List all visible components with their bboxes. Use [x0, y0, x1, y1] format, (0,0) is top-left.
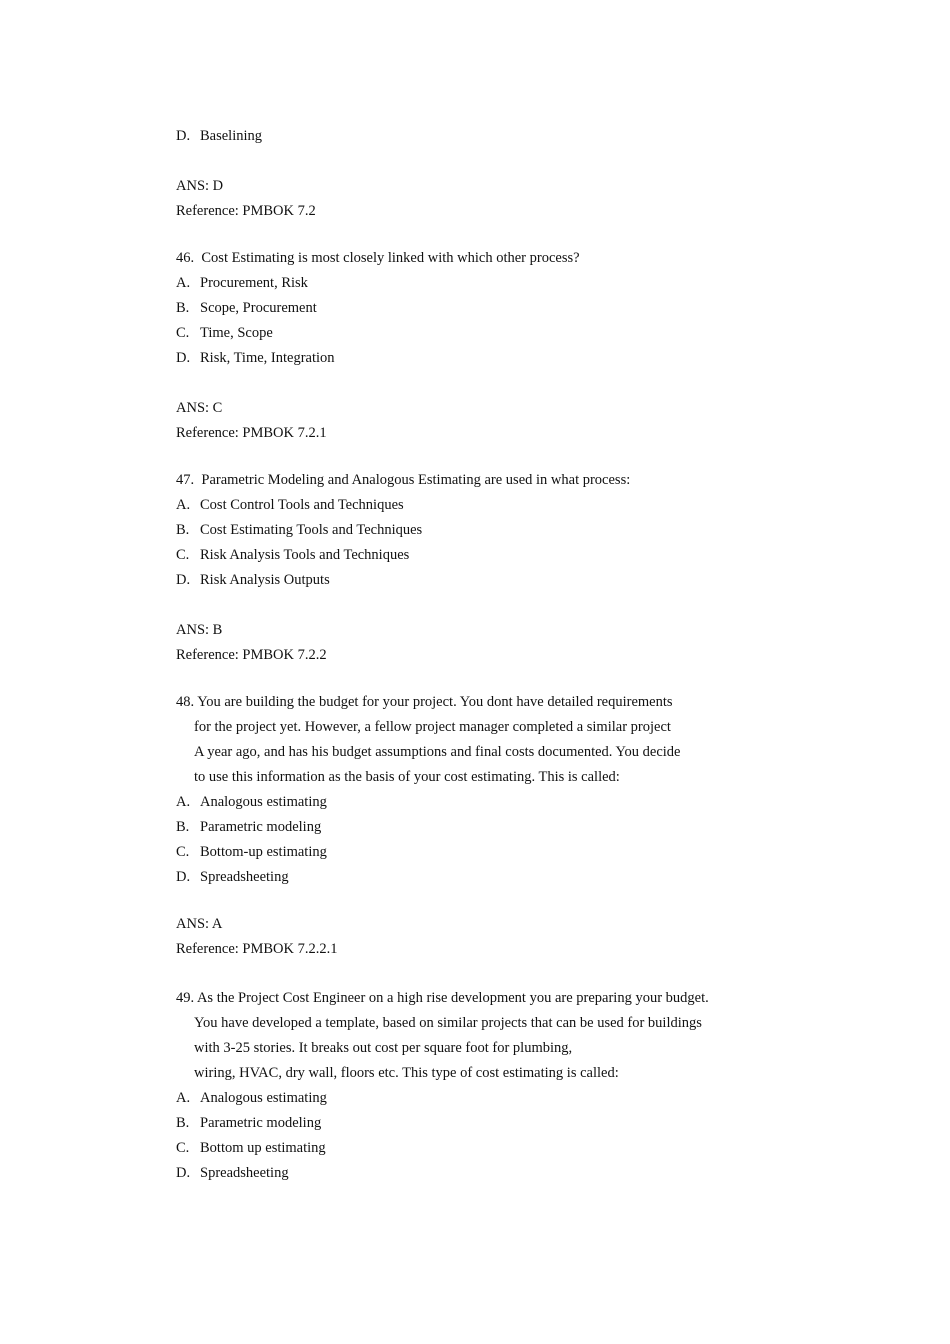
option-c	[176, 1139, 326, 1157]
question-text: You are building the budget for your project. You dont have detailed requirements	[197, 694, 673, 710]
question-text-line: to use this information as the basis of your cost estimating. This is called:	[194, 769, 620, 785]
option-text: Procurement, Risk	[200, 275, 308, 291]
option-text: Scope, Procurement	[200, 300, 317, 316]
option-letter: D.	[176, 1165, 191, 1181]
option-letter: B.	[176, 300, 190, 316]
reference: Reference: PMBOK 7.2.2	[176, 647, 327, 663]
option-c	[176, 843, 327, 861]
question-number: 48.	[176, 694, 195, 710]
question-text-line: with 3-25 stories. It breaks out cost per square foot for plumbing,	[194, 1040, 573, 1056]
option-c	[176, 324, 273, 342]
option-d	[176, 1164, 289, 1182]
option-d	[176, 127, 262, 145]
answer: ANS: B	[176, 622, 223, 638]
option-text: Spreadsheeting	[200, 1165, 289, 1181]
option-b	[176, 521, 422, 539]
answer: ANS: D	[176, 178, 224, 194]
option-text: Analogous estimating	[200, 794, 327, 810]
question-text-line: wiring, HVAC, dry wall, floors etc. This type of cost estimating is called:	[194, 1065, 619, 1081]
option-letter: D.	[176, 572, 191, 588]
question-number: 49.	[176, 990, 195, 1006]
option-letter: C.	[176, 844, 190, 860]
option-b	[176, 1114, 321, 1132]
option-d	[176, 571, 330, 589]
question-text-line: for the project yet. However, a fellow project manager completed a similar project	[194, 719, 671, 735]
reference: Reference: PMBOK 7.2.1	[176, 425, 327, 441]
question-49-stem	[176, 989, 709, 1007]
question-text-line: You have developed a template, based on similar projects that can be used for buildings	[194, 1015, 702, 1031]
option-a	[176, 496, 404, 514]
option-letter: D.	[176, 350, 191, 366]
option-letter: D.	[176, 128, 191, 144]
option-text: Baselining	[200, 128, 263, 144]
question-46-stem	[176, 249, 580, 267]
question-number: 47.	[176, 472, 195, 488]
option-letter: C.	[176, 1140, 190, 1156]
option-letter: C.	[176, 325, 190, 341]
question-48-stem	[176, 693, 673, 711]
option-d	[176, 349, 335, 367]
option-letter: B.	[176, 522, 190, 538]
option-b	[176, 818, 321, 836]
option-text: Bottom up estimating	[200, 1140, 326, 1156]
question-text: Cost Estimating is most closely linked with which other process?	[201, 250, 580, 266]
option-letter: A.	[176, 1090, 191, 1106]
option-letter: A.	[176, 794, 191, 810]
option-text: Bottom-up estimating	[200, 844, 327, 860]
option-text: Risk, Time, Integration	[200, 350, 335, 366]
option-a	[176, 793, 327, 811]
option-text: Spreadsheeting	[200, 869, 289, 885]
option-text: Risk Analysis Tools and Techniques	[200, 547, 410, 563]
option-letter: B.	[176, 819, 190, 835]
answer: ANS: C	[176, 400, 223, 416]
option-letter: D.	[176, 869, 191, 885]
option-letter: C.	[176, 547, 190, 563]
question-number: 46.	[176, 250, 195, 266]
answer: ANS: A	[176, 916, 223, 932]
question-text-line: A year ago, and has his budget assumptions and final costs documented. You decide	[194, 744, 681, 760]
option-d	[176, 868, 289, 886]
option-text: Analogous estimating	[200, 1090, 327, 1106]
option-b	[176, 299, 317, 317]
option-letter: A.	[176, 497, 191, 513]
option-text: Cost Estimating Tools and Techniques	[200, 522, 423, 538]
option-text: Risk Analysis Outputs	[200, 572, 330, 588]
question-text: As the Project Cost Engineer on a high rise development you are preparing your budget.	[196, 990, 709, 1006]
question-text: Parametric Modeling and Analogous Estimating are used in what process:	[201, 472, 631, 488]
option-a	[176, 1089, 327, 1107]
option-text: Cost Control Tools and Techniques	[200, 497, 404, 513]
option-text: Time, Scope	[200, 325, 273, 341]
reference: Reference: PMBOK 7.2	[176, 203, 316, 219]
reference: Reference: PMBOK 7.2.2.1	[176, 941, 338, 957]
option-letter: A.	[176, 275, 191, 291]
question-47-stem	[176, 471, 630, 489]
option-c	[176, 546, 409, 564]
option-letter: B.	[176, 1115, 190, 1131]
option-text: Parametric modeling	[200, 1115, 322, 1131]
option-text: Parametric modeling	[200, 819, 322, 835]
option-a	[176, 274, 308, 292]
